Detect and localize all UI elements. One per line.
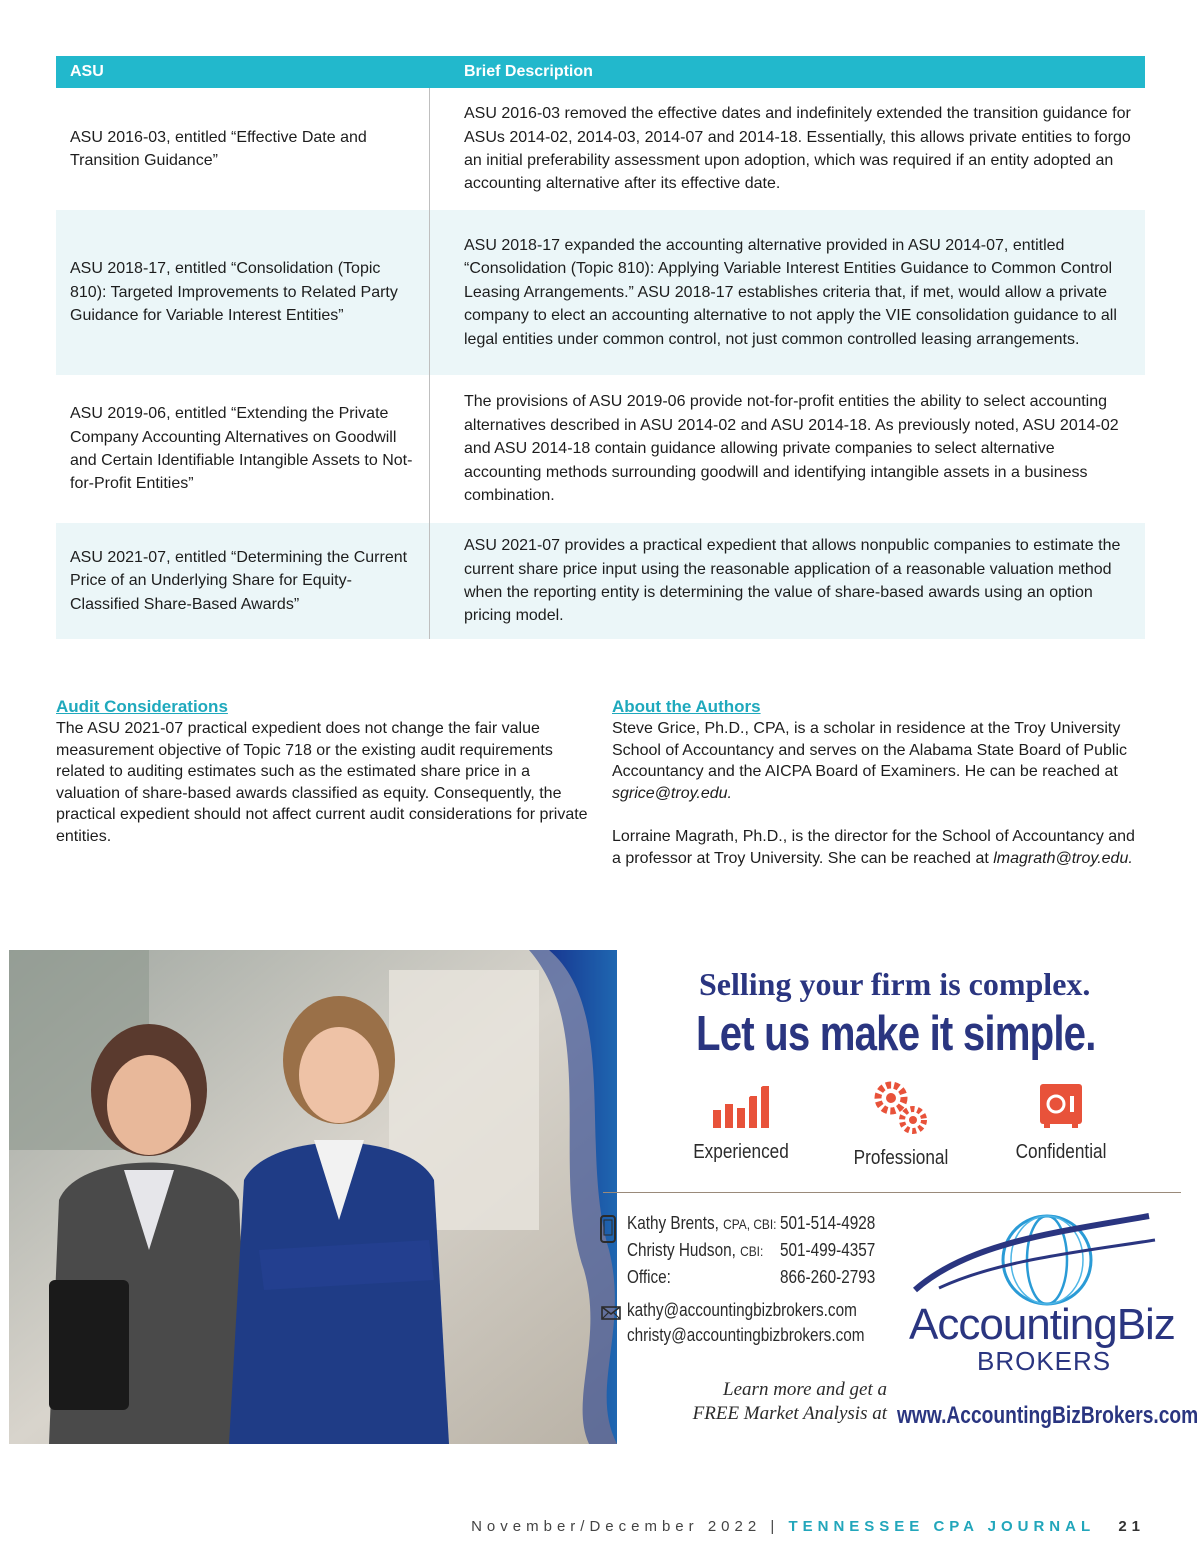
ad-divider <box>603 1192 1181 1193</box>
asu-cell: ASU 2016-03, entitled “Effective Date and Transition Guidance” <box>56 88 430 210</box>
cta-line: Learn more and get a <box>723 1379 887 1400</box>
asu-cell: ASU 2018-17, entitled “Consolidation (Topic 810): Targeted Improvements to Related Party Guidance for Variable Interest Entities” <box>56 210 430 375</box>
author-bio-text: Steve Grice, Ph.D., CPA, is a scholar in residence at the Troy University School of Accountancy and serves on the Alabama State Board of Public Accountancy and the AICPA Board of Examiners. He can be reached at <box>612 720 1127 781</box>
about-authors <box>612 696 1147 869</box>
description-cell: ASU 2021-07 provides a practical expedient that allows nonpublic companies to estimate the current share price input using the reasonable application of a reasonable valuation method when the reporting entity is determining the value of share-based awards using an option pricing model. <box>464 537 1121 625</box>
page-number: 21 <box>1118 1518 1145 1535</box>
audit-heading[interactable]: Audit Considerations <box>56 697 228 716</box>
asu-table <box>56 56 1145 639</box>
author-email[interactable]: sgrice@troy.edu. <box>612 784 732 802</box>
audit-considerations <box>56 696 591 848</box>
table-row <box>56 375 1145 523</box>
author-bio-magrath <box>612 826 1147 869</box>
ad-cta <box>657 1378 887 1426</box>
contact-phone[interactable]: 501-514-4928 <box>780 1213 876 1233</box>
description-cell: ASU 2018-17 expanded the accounting alternative provided in ASU 2014-07, entitled “Consolidation (Topic 810): Applying Variable Interest Entities Guidance to Common Control Leasing Arrangements.” ASU 2018-17 establishes criteria that, if met, would allow a private company to elect an accounting alternative to not apply the VIE consolidation guidance to all legal entities under common control, not just common controlled leasing arrangements. <box>464 236 1117 348</box>
phone-icon <box>599 1214 617 1244</box>
issue-date: November/December 2022 <box>471 1518 762 1535</box>
contact-credentials: CPA, CBI: <box>723 1216 777 1232</box>
gears-icon <box>871 1080 931 1136</box>
contact-row <box>627 1264 875 1290</box>
cta-line: FREE Market Analysis at <box>692 1403 887 1424</box>
journal-name: TENNESSEE CPA JOURNAL <box>788 1518 1096 1535</box>
contact-name: Office: <box>627 1267 671 1287</box>
feature-label: Experienced <box>693 1141 789 1163</box>
ad-headline: Selling your firm is complex. <box>699 966 1091 1002</box>
table-row <box>56 88 1145 210</box>
contact-phone[interactable]: 866-260-2793 <box>780 1267 876 1287</box>
description-cell: The provisions of ASU 2019-06 provide not-for-profit entities the ability to select accounting alternatives described in ASU 2014-02 and ASU 2014-18. As previously noted, ASU 2014-02 and ASU 2014-18 contain guidance allowing private companies to select alternative accounting methods surrounding goodwill and identifying intangible assets in a business combination. <box>464 393 1119 505</box>
asu-cell: ASU 2019-06, entitled “Extending the Private Company Accounting Alternatives on Goodwill and Certain Identifiable Intangible Assets to Not-for-Profit Entities” <box>56 375 430 523</box>
ad-tagline: Let us make it simple. <box>696 1007 1096 1061</box>
header-asu: ASU <box>70 63 104 80</box>
feature-confidential <box>991 1080 1131 1164</box>
author-bio-grice <box>612 718 1147 804</box>
email-link[interactable]: christy@accountingbizbrokers.com <box>627 1325 865 1345</box>
author-email[interactable]: lmagrath@troy.edu. <box>993 849 1133 867</box>
advertisement[interactable] <box>9 950 1199 1444</box>
description-cell: ASU 2016-03 removed the effective dates and indefinitely extended the transition guidance for ASUs 2014-02, 2014-03, 2014-07 and 2014-18. Essentially, this allows private entities to forgo an initial preferability assessment upon adoption, which was required if an entity adopted an accounting alternative after its effective date. <box>464 105 1131 193</box>
contact-credentials: CBI: <box>740 1243 764 1259</box>
header-description: Brief Description <box>464 63 593 80</box>
authors-heading[interactable]: About the Authors <box>612 697 761 716</box>
contact-name: Kathy Brents, <box>627 1213 719 1233</box>
safe-icon <box>1036 1080 1086 1130</box>
table-header <box>56 56 1145 88</box>
contact-list <box>627 1210 919 1290</box>
page-footer <box>0 1518 1145 1535</box>
logo-subtitle: BROKERS <box>977 1346 1112 1376</box>
feature-label: Confidential <box>1015 1141 1107 1163</box>
email-list <box>627 1298 864 1348</box>
envelope-icon <box>601 1306 621 1320</box>
contact-row <box>627 1210 875 1237</box>
ad-content <box>599 950 1199 1444</box>
feature-professional <box>831 1080 971 1170</box>
audit-body: The ASU 2021-07 practical expedient does not change the fair value measurement objective of Topic 718 or the existing audit requirements related to auditing estimates such as the estimated share price in a valuation of share-based awards classified as equity. Consequently, the practical expedient should not affect current audit considerations for private entities. <box>56 720 588 845</box>
author-bio-text: Lorraine Magrath, Ph.D., is the director for the School of Accountancy and a professor at Troy University. She can be reached at <box>612 827 1135 867</box>
contact-row <box>627 1237 875 1264</box>
feature-experienced <box>671 1080 811 1164</box>
table-row <box>56 210 1145 375</box>
logo-wordmark: AccountingBiz <box>909 1300 1175 1349</box>
growth-chart-icon <box>711 1080 771 1130</box>
table-row <box>56 523 1145 639</box>
ad-website-link[interactable]: www.AccountingBizBrokers.com <box>897 1402 1199 1429</box>
ad-photo <box>9 950 617 1444</box>
footer-separator: | <box>770 1518 780 1535</box>
asu-cell: ASU 2021-07, entitled “Determining the Current Price of an Underlying Share for Equity-Classified Share-Based Awards” <box>56 523 430 639</box>
globe-logo-icon <box>909 1212 1159 1312</box>
contact-name: Christy Hudson, <box>627 1240 736 1260</box>
contact-phone[interactable]: 501-499-4357 <box>780 1240 876 1260</box>
feature-label: Professional <box>853 1147 949 1169</box>
email-link[interactable]: kathy@accountingbizbrokers.com <box>627 1300 857 1320</box>
